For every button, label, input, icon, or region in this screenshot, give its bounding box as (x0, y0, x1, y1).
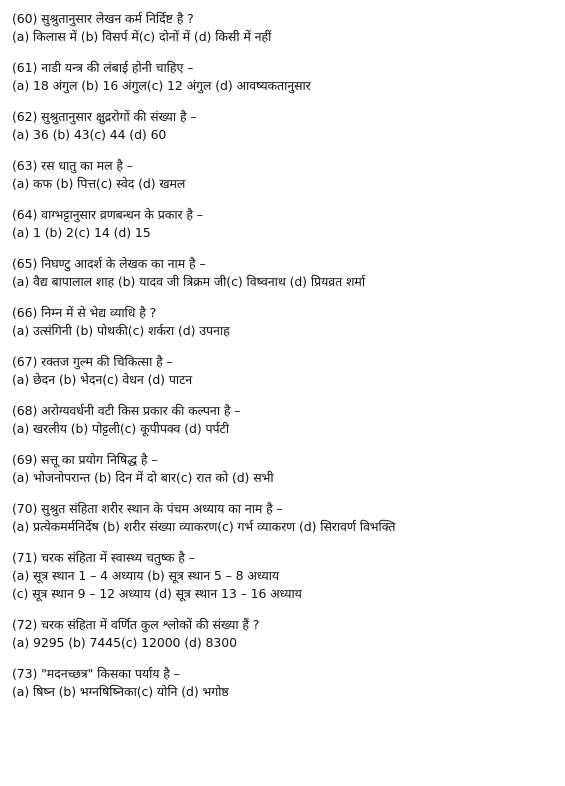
options-line: (a) सूत्र स्थान 1 – 4 अध्याय (b) सूत्र स्थान 5 – 8 अध्याय (12, 568, 279, 583)
question-text: सत्तू का प्रयोग निषिद्ध है – (41, 452, 158, 467)
question-block (12, 108, 565, 144)
question-block (12, 59, 565, 95)
question-number: (61) (12, 60, 38, 75)
question-text: निघण्टु आदर्श के लेखक का नाम है – (41, 256, 206, 271)
question-block (12, 206, 565, 242)
spacer (12, 340, 565, 353)
spacer (12, 46, 565, 59)
question-block (12, 549, 565, 603)
options-line: (c) सूत्र स्थान 9 – 12 अध्याय (d) सूत्र स्थान 13 – 16 अध्याय (12, 586, 302, 601)
question-line (12, 616, 565, 634)
question-line (12, 402, 565, 420)
spacer (12, 95, 565, 108)
question-block (12, 255, 565, 291)
question-line (12, 157, 565, 175)
question-block (12, 304, 565, 340)
spacer (12, 389, 565, 402)
question-line (12, 10, 565, 28)
question-number: (62) (12, 109, 38, 124)
spacer (12, 536, 565, 549)
options-line: (a) खरलीय (b) पोट्टली(c) कूपीपक्व (d) पर्पटी (12, 421, 229, 436)
question-text: नाडी यन्त्र की लंबाई होनी चाहिए – (41, 60, 194, 75)
question-text: सुश्रुत संहिता शरीर स्थान के पंचम अध्याय का नाम है – (41, 501, 283, 516)
question-number: (64) (12, 207, 38, 222)
options-line: (a) कफ (b) पित्त(c) स्वेद (d) खमल (12, 176, 186, 191)
question-block (12, 157, 565, 193)
question-text: चरक संहिता में स्वास्थ्य चतुष्क है – (41, 550, 195, 565)
question-text: सुश्रुतानुसार क्षुद्ररोगों की संख्या है – (41, 109, 197, 124)
options-line: (a) उत्संगिनी (b) पोथकी(c) शर्करा (d) उपनाह (12, 323, 230, 338)
question-number: (67) (12, 354, 38, 369)
spacer (12, 603, 565, 616)
spacer (12, 487, 565, 500)
question-text: रक्तज गुल्म की चिकित्सा है – (41, 354, 173, 369)
spacer (12, 144, 565, 157)
question-line (12, 500, 565, 518)
question-block (12, 500, 565, 536)
question-text: चरक संहिता में वर्णित कुल श्लोकों की संख्या हैं ? (41, 617, 260, 632)
question-block (12, 451, 565, 487)
options-line: (a) 1 (b) 2(c) 14 (d) 15 (12, 225, 151, 240)
question-line (12, 108, 565, 126)
question-number: (71) (12, 550, 38, 565)
options-line: (a) षिष्न (b) भग्नषिष्निका(c) योनि (d) भगोष्ठ (12, 684, 229, 699)
question-text: निम्न में से भेद्य व्याधि है ? (41, 305, 157, 320)
question-number: (66) (12, 305, 38, 320)
options-line: (a) किलास में (b) विसर्प में(c) दोनों में (d) किसी में नहीं (12, 29, 272, 44)
options-line: (a) प्रत्येकमर्मनिर्देष (b) शरीर संख्या व्याकरण(c) गर्भ व्याकरण (d) सिरावर्ण विभक्ति (12, 519, 396, 534)
question-number: (72) (12, 617, 38, 632)
question-block (12, 10, 565, 46)
spacer (12, 652, 565, 665)
question-number: (68) (12, 403, 38, 418)
options-line: (a) वैद्य बापालाल शाह (b) यादव जी त्रिक्रम जी(c) विष्वनाथ (d) प्रियव्रत शर्मा (12, 274, 365, 289)
question-block (12, 353, 565, 389)
question-line (12, 353, 565, 371)
question-line (12, 665, 565, 683)
question-text: वाग्भट्टानुसार व्रणबन्धन के प्रकार है – (41, 207, 203, 222)
question-number: (60) (12, 11, 38, 26)
question-number: (70) (12, 501, 38, 516)
question-number: (73) (12, 666, 38, 681)
question-line (12, 304, 565, 322)
options-line: (a) 9295 (b) 7445(c) 12000 (d) 8300 (12, 635, 237, 650)
question-line (12, 255, 565, 273)
question-line (12, 206, 565, 224)
question-block (12, 402, 565, 438)
question-block (12, 665, 565, 701)
spacer (12, 242, 565, 255)
spacer (12, 193, 565, 206)
question-number: (63) (12, 158, 38, 173)
spacer (12, 438, 565, 451)
options-line: (a) 36 (b) 43(c) 44 (d) 60 (12, 127, 167, 142)
options-line: (a) छेदन (b) भेदन(c) वेधन (d) पाटन (12, 372, 193, 387)
question-text: "मदनच्छत्र" किसका पर्याय है – (41, 666, 180, 681)
question-text: सुश्रुतानुसार लेखन कर्म निर्दिष्ट है ? (41, 11, 194, 26)
question-line (12, 549, 565, 567)
question-line (12, 451, 565, 469)
question-line (12, 59, 565, 77)
options-line: (a) भोजनोपरान्त (b) दिन में दो बार(c) रात को (d) सभी (12, 470, 274, 485)
question-block (12, 616, 565, 652)
spacer (12, 291, 565, 304)
question-text: अरोग्यवर्धनी वटी किस प्रकार की कल्पना है – (41, 403, 241, 418)
question-number: (69) (12, 452, 38, 467)
question-number: (65) (12, 256, 38, 271)
question-text: रस धातु का मल है – (41, 158, 133, 173)
options-line: (a) 18 अंगुल (b) 16 अंगुल(c) 12 अंगुल (d) आवष्यकतानुसार (12, 78, 311, 93)
